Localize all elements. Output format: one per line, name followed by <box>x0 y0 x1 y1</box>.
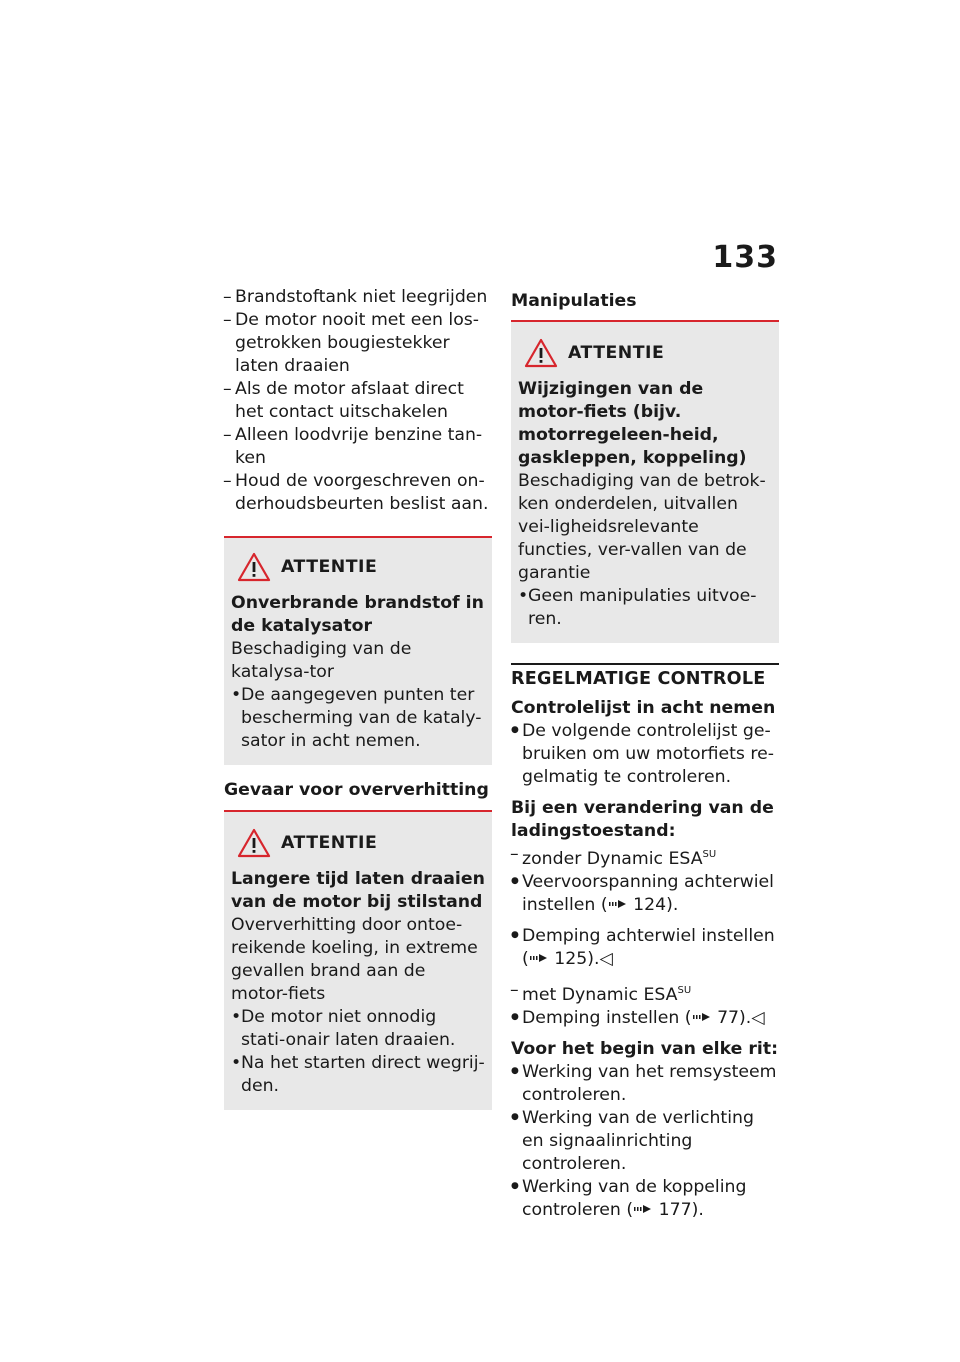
warning-text: Beschadiging van de katalysa-tor <box>231 639 412 682</box>
right-column <box>511 290 779 1222</box>
list-item-text: Demping achterwiel instellen ( <box>522 925 775 969</box>
warning-bullet <box>518 585 772 631</box>
list-item <box>224 309 492 378</box>
list-item <box>511 871 779 917</box>
warning-bullet-text: Geen manipulaties uitvoe-ren. <box>528 586 757 629</box>
warning-title: Langere tijd laten draaien van de motor bij stilstand <box>231 869 485 912</box>
warning-triangle-icon <box>237 828 271 858</box>
warning-title: Wijzigingen van de motor-fiets (bijv. motorregeleen-heid, gaskleppen, koppeling) <box>518 379 747 468</box>
list-item <box>511 720 779 789</box>
list-item <box>511 1007 779 1030</box>
warning-triangle-icon <box>524 338 558 368</box>
list-item <box>511 1176 779 1222</box>
warning-label: ATTENTIE <box>281 557 378 577</box>
warning-text: Beschadiging van de betrok-ken onderdelen, uitvallen vei-ligheidsrelevante functies, ver-vallen van de garantie <box>518 471 766 583</box>
warning-bullet-text: Na het starten direct wegrij-den. <box>241 1053 485 1096</box>
checklist-heading: Controlelijst in acht nemen <box>511 698 776 718</box>
page-reference[interactable]: 177). <box>658 1199 704 1220</box>
list-item <box>511 1107 779 1176</box>
list-item-text: Veervoorspanning achterwiel instellen ( <box>522 871 774 915</box>
list-item-text: Demping instellen ( <box>522 1007 692 1028</box>
page-reference[interactable]: 77). <box>717 1007 752 1028</box>
warning-triangle-icon <box>237 552 271 582</box>
warning-header <box>231 552 485 582</box>
page-reference-arrow-icon <box>608 899 628 909</box>
list-item <box>511 843 779 871</box>
warning-label: ATTENTIE <box>281 833 378 853</box>
warning-bullet <box>231 1006 485 1052</box>
warning-bullet <box>231 684 485 753</box>
ride-heading: Voor het begin van elke rit: <box>511 1038 778 1059</box>
warning-bullet <box>231 1052 485 1098</box>
list-item-text: De volgende controlelijst ge-bruiken om uw motorfiets re-gelmatig te controleren. <box>522 721 775 787</box>
warning-header <box>231 828 485 858</box>
list-item <box>224 470 492 516</box>
warning-title: Onverbrande brandstof in de katalysator <box>231 593 484 636</box>
list-item-text: – Houd de voorgeschreven on-derhoudsbeurten beslist aan. <box>235 471 489 514</box>
left-column <box>224 286 492 1110</box>
end-mark-icon: ◁ <box>599 948 613 969</box>
list-item <box>511 1061 779 1107</box>
list-item-text: – Als de motor afslaat direct het contact uitschakelen <box>235 379 464 422</box>
section-heading-manipulations: Manipulaties <box>511 290 779 322</box>
list-item-text: – De motor nooit met een los-getrokken bougiestekker laten draaien <box>235 310 480 376</box>
list-item <box>511 925 779 971</box>
list-item <box>511 979 779 1007</box>
section-title: REGELMATIGE CONTROLE <box>511 663 779 691</box>
list-item <box>224 286 492 309</box>
list-item-text: Brandstoftank niet leegrijden <box>235 287 488 307</box>
warning-box-idle <box>224 812 492 1110</box>
warning-box-manipulation <box>511 322 779 643</box>
page-number: 133 <box>712 240 778 275</box>
warning-header <box>518 338 772 368</box>
warning-bullet-text: De motor niet onnodig stati-onair laten draaien. <box>241 1007 456 1050</box>
warning-bullet-text: De aangegeven punten ter bescherming van de kataly-sator in acht nemen. <box>241 685 482 751</box>
page-reference-arrow-icon <box>692 1012 712 1022</box>
section-heading-overheating: Gevaar voor oververhitting <box>224 779 492 812</box>
page-reference[interactable]: 124). <box>633 894 679 915</box>
list-item <box>224 424 492 470</box>
page-reference[interactable]: 125). <box>554 948 600 969</box>
list-item-text: Werking van de koppeling controleren ( <box>522 1176 747 1220</box>
list-item-text: met Dynamic ESA <box>522 984 678 1005</box>
list-item-text: zonder Dynamic ESA <box>522 848 703 869</box>
list-item-text: Werking van het remsysteem controleren. <box>522 1061 777 1105</box>
superscript: SU <box>702 849 717 860</box>
load-heading: Bij een verandering van de ladingstoestand: <box>511 798 774 841</box>
list-item <box>224 378 492 424</box>
end-mark-icon: ◁ <box>751 1007 765 1028</box>
list-item-text: Werking van de verlichting en signaalinrichting controleren. <box>522 1107 754 1174</box>
warning-text: Oververhitting door ontoe-reikende koeling, in extreme gevallen brand aan de motor-fiets <box>231 915 478 1004</box>
list-item-text: – Alleen loodvrije benzine tan-ken <box>235 425 483 468</box>
warning-box-fuel <box>224 536 492 765</box>
superscript: SU <box>677 984 692 996</box>
page-reference-arrow-icon <box>633 1204 653 1214</box>
warning-label: ATTENTIE <box>568 343 665 363</box>
page-reference-arrow-icon <box>529 953 549 963</box>
